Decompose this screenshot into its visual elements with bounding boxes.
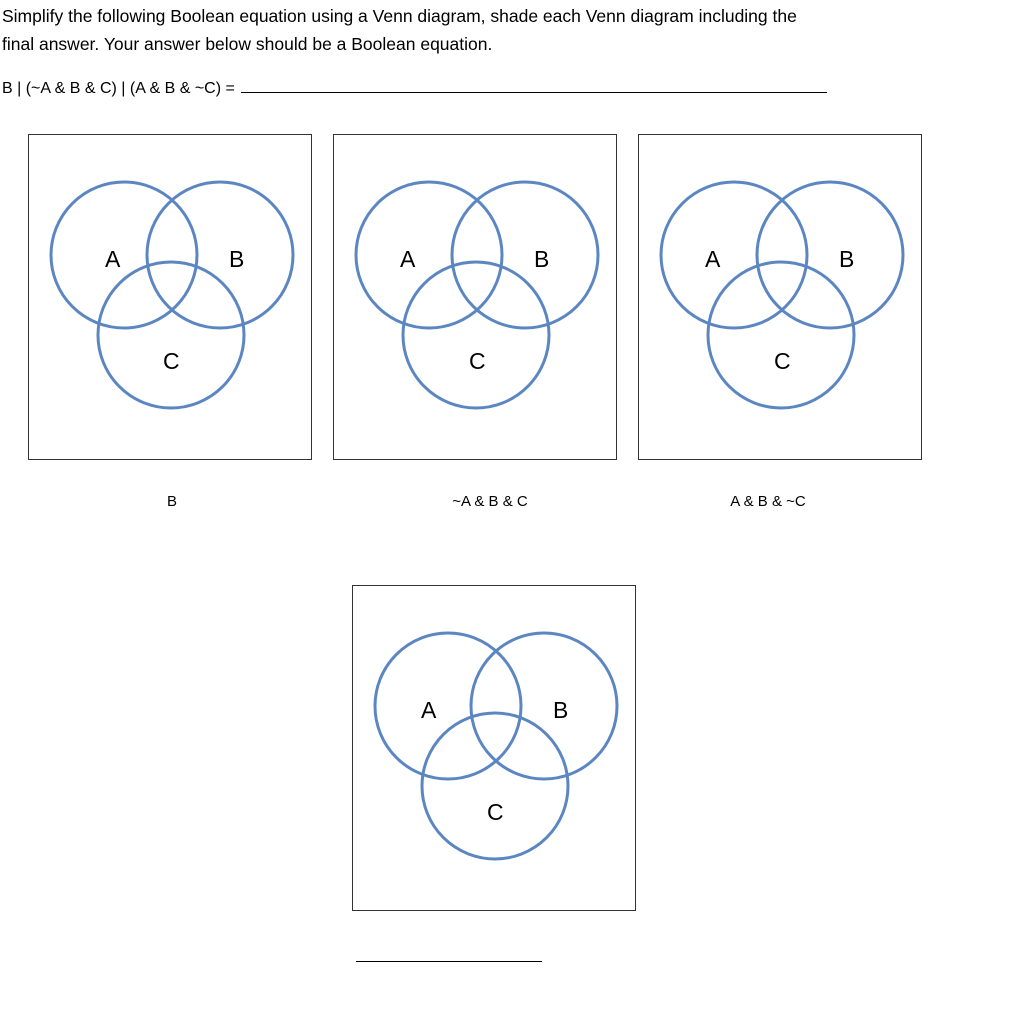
venn-diagram-2[interactable] [333, 134, 617, 460]
set-b-circle[interactable] [147, 182, 293, 328]
instructions-line-1: Simplify the following Boolean equation using a Venn diagram, shade each Venn diagram including the [2, 6, 797, 26]
set-c-circle[interactable] [98, 262, 244, 408]
set-c-circle[interactable] [403, 262, 549, 408]
venn-diagram-1[interactable] [28, 134, 312, 460]
set-c-label: C [487, 799, 504, 825]
set-b-label: B [839, 246, 855, 272]
set-a-label: A [400, 246, 416, 272]
instructions-line-2: final answer. Your answer below should be a Boolean equation. [2, 34, 493, 54]
equation-answer-blank[interactable] [241, 76, 827, 93]
venn-diagram-3[interactable] [638, 134, 922, 460]
set-b-circle[interactable] [452, 182, 598, 328]
set-c-label: C [163, 348, 180, 374]
set-b-label: B [229, 246, 245, 272]
venn-diagram-answer[interactable] [352, 585, 636, 911]
set-b-circle[interactable] [471, 633, 617, 779]
equation-line [2, 76, 827, 100]
boolean-equation: B | (~A & B & C) | (A & B & ~C) = [2, 80, 235, 97]
set-a-label: A [705, 246, 721, 272]
final-answer-blank[interactable] [356, 961, 542, 962]
set-a-circle[interactable] [51, 182, 197, 328]
set-a-circle[interactable] [356, 182, 502, 328]
venn-caption-2: ~A & B & C [452, 493, 528, 510]
set-b-label: B [553, 697, 569, 723]
set-a-label: A [421, 697, 437, 723]
set-a-circle[interactable] [375, 633, 521, 779]
set-a-circle[interactable] [661, 182, 807, 328]
set-c-label: C [774, 348, 791, 374]
instructions [2, 2, 1002, 58]
set-b-label: B [534, 246, 550, 272]
venn-caption-3: A & B & ~C [730, 493, 806, 510]
set-b-circle[interactable] [757, 182, 903, 328]
set-a-label: A [105, 246, 121, 272]
set-c-circle[interactable] [708, 262, 854, 408]
venn-caption-1: B [166, 493, 178, 510]
set-c-circle[interactable] [422, 713, 568, 859]
set-c-label: C [469, 348, 486, 374]
